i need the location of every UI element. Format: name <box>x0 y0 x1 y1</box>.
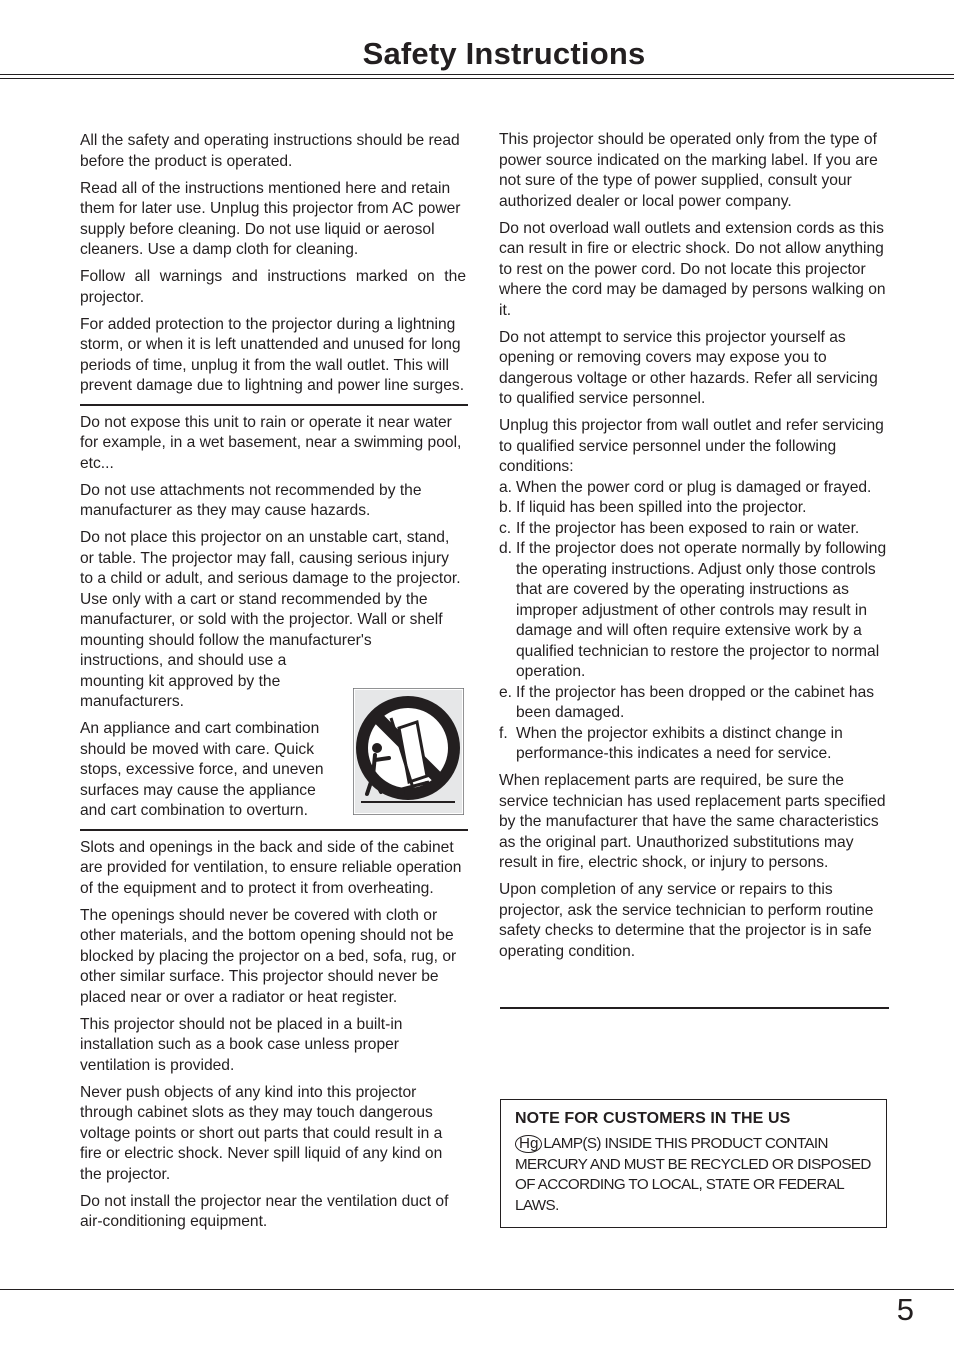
list-item-text: If the projector does not operate normally by following the operating instructions. Adjust only those controls that are covered by the operating instructions as improper adjustment of other controls may result in damage and will often require extensive work by a qualified technician to restore the projector to normal operation. <box>516 540 887 680</box>
header-rule <box>0 74 954 75</box>
list-item <box>499 478 889 499</box>
header-rule-2 <box>0 78 954 79</box>
list-item-text: If liquid has been spilled into the projector. <box>516 499 807 516</box>
list-item-text: If the projector has been exposed to rain or water. <box>516 519 860 537</box>
note-body: LAMP(S) INSIDE THIS PRODUCT CONTAIN MERCURY AND MUST BE RECYCLED OR DISPOSED OF ACCORDING TO LOCAL, STATE OR FEDERAL LAWS. <box>515 1135 871 1214</box>
footer-rule <box>0 1289 954 1290</box>
left-column <box>80 131 466 1239</box>
cart-tip-over-warning-icon <box>353 688 464 815</box>
section-divider <box>80 829 468 831</box>
paragraph: An appliance and cart combination should be moved with care. Quick stops, excessive force, and uneven surfaces may cause the appliance and cart combination to overturn. <box>80 720 324 819</box>
list-item <box>499 498 889 519</box>
section-divider <box>80 404 468 406</box>
paragraph: The openings should never be covered with cloth or other materials, and the bottom opening should not be blocked by placing the projector on a bed, sofa, rug, or other similar surface. This projector should never be placed near or over a radiator or heat register. <box>80 906 457 1006</box>
list-item-text: If the projector has been dropped or the cabinet has been damaged. <box>516 683 875 721</box>
paragraph: For added protection to the projector during a lightning storm, or when it is left unattended and unused for long periods of time, unplug it from the wall outlet. This will prevent damage due to lightning and power line surges. <box>80 315 465 394</box>
page-title: Safety Instructions <box>362 36 646 71</box>
list-marker: a. <box>499 478 513 496</box>
paragraph: Do not expose this unit to rain or operate it near water for example, in a wet basement, near a swimming pool, etc... <box>80 413 462 472</box>
paragraph: All the safety and operating instructions should be read before the product is operated. <box>80 132 460 170</box>
paragraph: Slots and openings in the back and side of the cabinet are provided for ventilation, to ensure reliable operation of the equipment and to protect it from overheating. <box>80 838 462 897</box>
conditions-list <box>499 478 889 765</box>
page-number: 5 <box>896 1292 914 1327</box>
mercury-symbol-icon: Hg <box>515 1135 542 1153</box>
list-marker: c. <box>499 519 512 537</box>
paragraph: Do not overload wall outlets and extension cords as this can result in fire or electric shock. Do not allow anything to rest on the power cord. Do not locate this projector where the cord may be damaged by persons walking on it. <box>499 219 886 319</box>
list-item <box>499 683 889 724</box>
paragraph: Upon completion of any service or repairs to this projector, ask the service technician to perform routine safety checks to determine that the projector is in safe operating condition. <box>499 881 874 960</box>
section-divider <box>500 1007 889 1009</box>
list-item <box>499 519 889 540</box>
list-marker: d. <box>499 540 513 557</box>
paragraph: Do not attempt to service this projector yourself as opening or removing covers may expose you to dangerous voltage or other hazards. Refer all servicing to qualified service personnel. <box>499 328 878 407</box>
list-marker: b. <box>499 499 513 516</box>
us-customer-note <box>500 1099 887 1228</box>
list-item <box>499 724 889 765</box>
list-item <box>499 539 889 683</box>
list-item-text: When the projector exhibits a distinct change in performance-this indicates a need for service. <box>516 724 843 762</box>
paragraph: Unplug this projector from wall outlet and refer servicing to qualified service personnel under the following conditions: <box>499 417 884 475</box>
paragraph: Do not place this projector on an unstable cart, stand, or table. The projector may fall, causing serious injury to a child or adult, and serious damage to the projector. Use only with a cart or stand recommended by the manufacturer, or sold with the projector. Wall or shelf mounting should follow the manufacturer's <box>80 529 461 649</box>
list-item-text: When the power cord or plug is damaged or frayed. <box>516 478 872 496</box>
paragraph: Never push objects of any kind into this projector through cabinet slots as they may touch dangerous voltage points or short out parts that could result in a fire or electric shock. Never spill liquid of any kind on the projector. <box>80 1083 443 1183</box>
paragraph: instructions, and should use a mounting kit approved by the manufacturers. <box>80 652 287 710</box>
list-marker: f. <box>499 724 508 742</box>
paragraph: This projector should be operated only from the type of power source indicated on the marking label. If you are not sure of the type of power supplied, consult your authorized dealer or local power company. <box>499 131 878 210</box>
right-column <box>499 130 889 969</box>
note-text <box>515 1134 872 1216</box>
paragraph: Follow all warnings and instructions marked on the projector. <box>80 268 466 306</box>
paragraph: This projector should not be placed in a built-in installation such as a book case unless proper ventilation is provided. <box>80 1015 403 1074</box>
paragraph: When replacement parts are required, be sure the service technician has used replacement parts specified by the manufacturer that have the same characteristics as the original part. Unauthorized substitutions may result in fire, electric shock, or injury to persons. <box>499 772 886 871</box>
list-marker: e. <box>499 683 513 701</box>
paragraph: Do not use attachments not recommended by the manufacturer as they may cause hazards. <box>80 481 422 519</box>
paragraph: Do not install the projector near the ventilation duct of air-conditioning equipment. <box>80 1192 449 1230</box>
note-title: NOTE FOR CUSTOMERS IN THE US <box>515 1110 791 1127</box>
paragraph: Read all of the instructions mentioned here and retain them for later use. Unplug this projector from AC power supply before cleaning. Do not use liquid or aerosol cleaners. Use a damp cloth for cleaning. <box>80 179 461 258</box>
